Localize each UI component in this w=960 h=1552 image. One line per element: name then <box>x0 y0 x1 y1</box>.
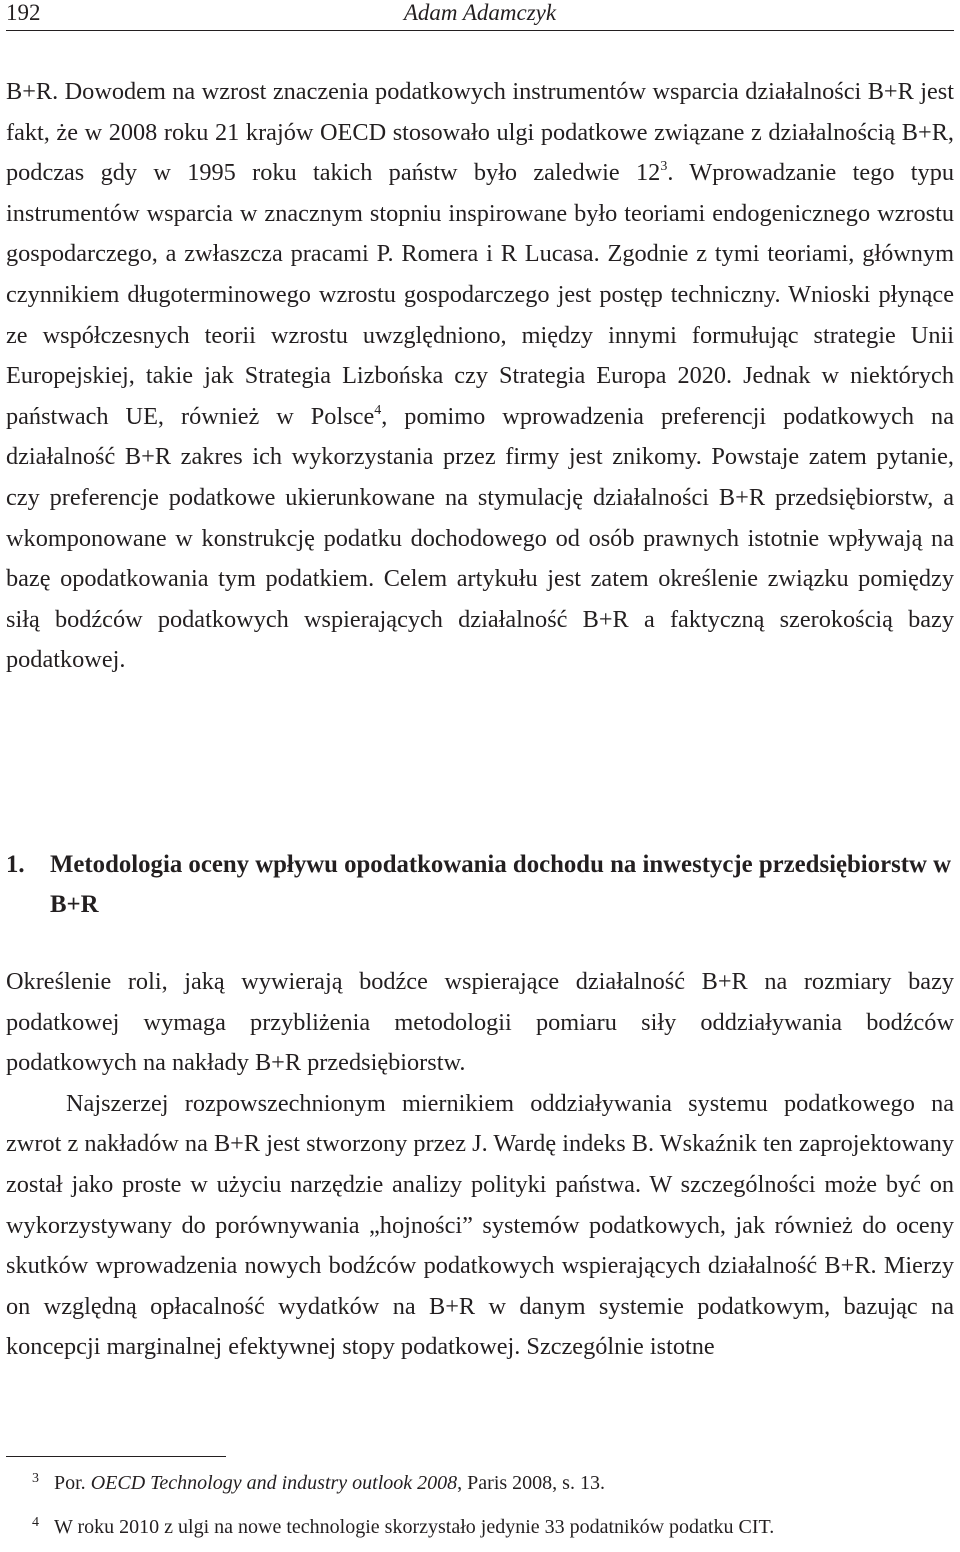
footnote-3 <box>32 1471 952 1495</box>
intro-text-part-2: . Wprowadzanie tego typu instrumentów wsparcia w znacznym stopniu inspirowane było teoriami endogenicznego wzrostu gospodarczego, a zwłaszcza pracami P. Romera i R Lucasa. Zgodnie z tymi teoriami, głównym czynnikiem długoterminowego wzrostu gospodarczego jest postęp techniczny. Wnioski płynące ze współczesnych teorii wzrostu uwzględniono, między innymi formułując strategie Unii Europejskiej, takie jak Strategia Lizbońska czy Strategia Europa 2020. Jednak w niektórych państwach UE, również w Polsce <box>6 159 954 430</box>
section-heading <box>6 845 954 925</box>
intro-paragraph <box>6 72 954 681</box>
footnote-ref-3[interactable]: 3 <box>660 159 668 175</box>
intro-text-part-1: B+R. Dowodem na wzrost znaczenia podatkowych instrumentów wsparcia działalności B+R jest fakt, że w 2008 roku 21 krajów OECD stosowało ulgi podatkowe związane z działalnością B+R, podczas gdy w 1995 roku takich państw było zaledwie 12 <box>6 78 954 187</box>
footnote-ref-4[interactable]: 4 <box>374 402 382 418</box>
cited-title: OECD Technology and industry outlook 2008 <box>90 1472 458 1494</box>
methodology-paragraph-block <box>6 962 954 1368</box>
page-number: 192 <box>6 0 41 25</box>
methodology-paragraph-1: Określenie roli, jaką wywierają bodźce wspierające działalność B+R na rozmiary bazy podatkowej wymaga przybliżenia metodologii pomiaru siły oddziaływania bodźców podatkowych na nakłady B+R przedsiębiorstw. <box>6 968 954 1077</box>
running-head-author: Adam Adamczyk <box>403 0 557 25</box>
intro-paragraph-block <box>6 72 954 681</box>
footnote-text: W roku 2010 z ulgi na nowe technologie skorzystało jedynie 33 podatników podatku CIT. <box>54 1516 775 1538</box>
intro-text-part-3: , pomimo wprowadzenia preferencji podatkowych na działalność B+R zakres ich wykorzystania przez firmy jest znikomy. Powstaje zatem pytanie, czy preferencje podatkowe ukierunkowane na stymulację działalności B+R przedsiębiorstw, a wkomponowane w konstrukcję podatku dochodowego od osób prawnych istotnie wpływają na bazę opodatkowania tym podatkiem. Celem artykułu jest zatem określenie związku pomiędzy siłą bodźców podatkowych wspierających działalność B+R a faktyczną szerokością bazy podatkowej. <box>6 402 954 674</box>
running-header <box>6 0 954 31</box>
footnote-separator <box>6 1456 226 1457</box>
section-title: Metodologia oceny wpływu opodatkowania dochodu na inwestycje przedsiębiorstw w B+R <box>50 851 951 918</box>
section-number: 1. <box>6 851 25 878</box>
footnote-number: 3 <box>32 1471 39 1486</box>
methodology-paragraph-2: Najszerzej rozpowszechnionym miernikiem oddziaływania systemu podatkowego na zwrot z nakładów na B+R jest stworzony przez J. Wardę indeks B. Wskaźnik ten zaprojektowany został jako proste w użyciu narzędzie analizy polityki państwa. W szczególności może być on wykorzystywany do porównywania „hojności” systemów podatkowych, jak również do oceny skutków wprowadzenia nowych bodźców podatkowych wspierających działalność B+R. Mierzy on względną opłacalność wydatków na B+R w danym systemie podatkowym, bazując na koncepcji marginalnej efektywnej stopy podatkowej. Szczególnie istotne <box>6 1089 954 1361</box>
footnote-number: 4 <box>32 1515 39 1530</box>
footnote-text: Por. OECD Technology and industry outlook 2008, Paris 2008, s. 13. <box>54 1472 605 1494</box>
footnote-4 <box>32 1515 952 1539</box>
